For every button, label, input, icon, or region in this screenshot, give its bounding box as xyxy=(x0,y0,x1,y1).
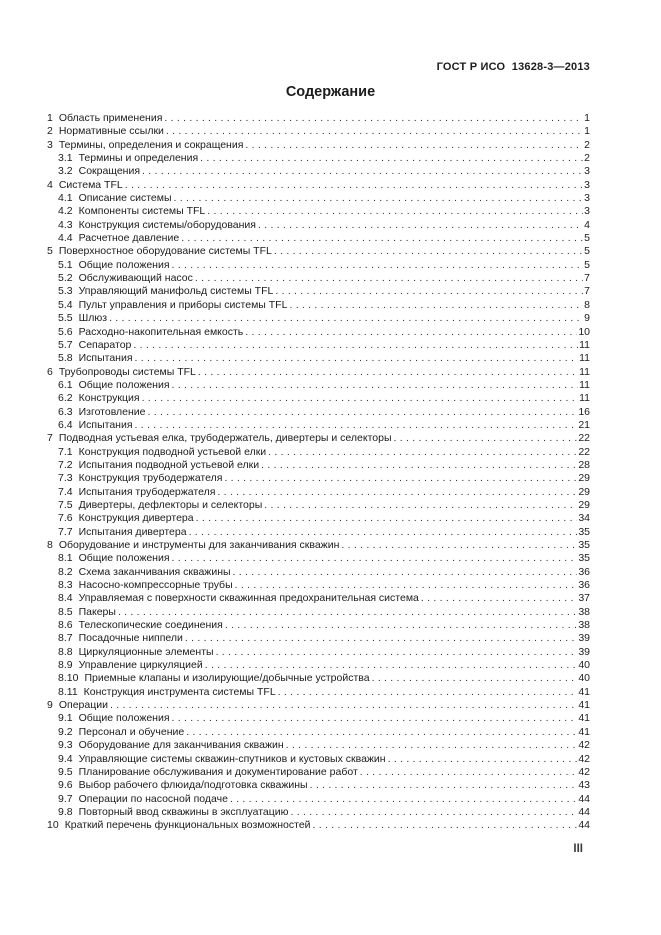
toc-entry-label: Пакеры xyxy=(78,605,116,618)
toc-entry-label: Общие положения xyxy=(78,552,170,565)
toc-entry-number: 5.5 xyxy=(58,312,73,325)
toc-entry-number: 7.7 xyxy=(58,525,73,538)
toc-entry-label: Общие положения xyxy=(78,258,170,271)
toc-entry xyxy=(47,192,590,205)
toc-entry-page: 22 xyxy=(578,432,590,445)
toc-entry-page: 36 xyxy=(578,579,590,592)
toc-entry xyxy=(47,339,590,352)
toc-dot-leader xyxy=(290,806,577,819)
toc-entry-page: 3 xyxy=(584,165,590,178)
toc-entry xyxy=(47,512,590,525)
toc-dot-leader xyxy=(245,326,577,339)
toc-dot-leader xyxy=(310,779,578,792)
toc-entry-page: 35 xyxy=(578,539,590,551)
toc-entry-page: 38 xyxy=(578,605,590,618)
toc-entry-label: Операции по насосной подаче xyxy=(78,792,228,805)
toc-entry-page: 11 xyxy=(579,378,590,391)
toc-entry-label: Управляющие системы скважин-спутников и кустовых скважин xyxy=(78,752,386,765)
toc-entry xyxy=(47,779,590,792)
toc-entry-page: 11 xyxy=(579,352,590,365)
toc-entry-page: 44 xyxy=(578,819,590,832)
toc-dot-leader xyxy=(394,432,578,445)
toc-dot-leader xyxy=(142,165,583,178)
toc-entry-label: Циркуляционные элементы xyxy=(78,645,214,658)
toc-entry-number: 5.2 xyxy=(58,272,73,285)
toc-entry-label: Конструкция дивертера xyxy=(78,512,194,525)
toc-entry-label: Расходно-накопительная емкость xyxy=(78,325,244,338)
toc-entry-label: Изготовление xyxy=(78,405,146,418)
toc-entry-label: Общие положения xyxy=(78,378,170,391)
toc-entry-number: 5.7 xyxy=(58,338,73,351)
toc-entry xyxy=(47,205,590,218)
toc-dot-leader xyxy=(224,472,577,485)
toc-entry-number: 9.3 xyxy=(58,739,73,752)
toc-entry xyxy=(47,446,590,459)
toc-entry xyxy=(47,566,590,579)
toc-entry xyxy=(47,152,590,165)
toc-entry-label: Поверхностное оборудование системы TFL xyxy=(58,245,272,258)
toc-entry-page: 2 xyxy=(584,138,590,151)
toc-entry-page: 35 xyxy=(578,525,590,538)
toc-entry-label: Конструкция трубодержателя xyxy=(78,472,223,485)
toc-entry-label: Приемные клапаны и изолирующие/добычные устройства xyxy=(84,672,370,685)
toc-entry-page: 9 xyxy=(584,312,590,325)
toc-entry-number: 8.3 xyxy=(58,579,73,592)
toc-dot-leader xyxy=(268,446,577,459)
toc-dot-leader xyxy=(172,712,578,725)
toc-entry-page: 39 xyxy=(578,645,590,658)
toc-dot-leader xyxy=(360,766,578,779)
toc-dot-leader xyxy=(275,285,583,298)
toc-dot-leader xyxy=(421,592,577,605)
toc-entry-page: 29 xyxy=(578,498,590,511)
toc-entry-number: 10 xyxy=(47,819,59,832)
toc-dot-leader xyxy=(278,686,578,699)
toc-entry-label: Испытания подводной устьевой елки xyxy=(78,458,260,471)
toc-entry-page: 5 xyxy=(584,258,590,271)
toc-entry-label: Конструкция xyxy=(78,392,140,405)
toc-entry-label: Область применения xyxy=(58,112,163,124)
toc-dot-leader xyxy=(109,312,583,325)
toc-entry-page: 43 xyxy=(578,779,590,792)
toc-entry xyxy=(47,272,590,285)
toc-dot-leader xyxy=(207,205,583,218)
toc-entry-page: 7 xyxy=(584,285,590,298)
toc-entry-page: 16 xyxy=(578,405,590,418)
toc-dot-leader xyxy=(142,392,579,405)
toc-entry-label: Термины и определения xyxy=(78,152,199,165)
toc-entry-number: 8 xyxy=(47,539,53,551)
toc-entry-number: 8.4 xyxy=(58,592,73,605)
toc-entry-label: Телескопические соединения xyxy=(78,619,223,632)
toc-entry xyxy=(47,352,590,365)
toc-entry xyxy=(47,499,590,512)
toc-entry-label: Планирование обслуживания и документирование работ xyxy=(78,765,358,778)
toc-entry xyxy=(47,112,590,125)
toc-entry-page: 42 xyxy=(578,765,590,778)
toc-entry-label: Управляемая с поверхности скважинная предохранительная система xyxy=(78,592,419,605)
toc-dot-leader xyxy=(189,526,578,539)
toc-entry xyxy=(47,259,590,272)
toc-dot-leader xyxy=(261,459,577,472)
toc-entry-page: 21 xyxy=(578,418,590,431)
toc-entry-label: Обслуживающий насос xyxy=(78,272,193,285)
toc-entry xyxy=(47,392,590,405)
toc-entry-number: 5.4 xyxy=(58,298,73,311)
toc-entry-label: Конструкция системы/оборудования xyxy=(78,218,256,231)
toc-entry-label: Конструкция инструмента системы TFL xyxy=(83,685,276,698)
toc-entry-number: 9.2 xyxy=(58,725,73,738)
toc-entry-page: 40 xyxy=(578,659,590,672)
toc-entry xyxy=(47,619,590,632)
toc-entry-label: Выбор рабочего флюида/подготовка скважины xyxy=(78,779,308,792)
toc-entry-number: 7.4 xyxy=(58,485,73,498)
toc-entry-number: 7.1 xyxy=(58,445,73,458)
toc-entry-number: 9.1 xyxy=(58,712,73,725)
toc-entry-number: 5 xyxy=(47,245,53,258)
toc-entry-number: 5.8 xyxy=(58,352,73,365)
toc-entry-number: 1 xyxy=(47,112,53,124)
toc-entry-page: 44 xyxy=(578,792,590,805)
toc-entry-number: 6.1 xyxy=(58,378,73,391)
toc-entry xyxy=(47,232,590,245)
toc-dot-leader xyxy=(172,259,584,272)
toc-entry xyxy=(47,592,590,605)
toc-entry xyxy=(47,806,590,819)
toc-entry-page: 41 xyxy=(578,712,590,725)
toc-entry-number: 8.2 xyxy=(58,565,73,578)
toc-entry-page: 34 xyxy=(578,512,590,525)
toc-entry-label: Испытания xyxy=(78,418,133,431)
toc-entry-label: Персонал и обучение xyxy=(78,725,185,738)
toc-entry-page: 28 xyxy=(578,458,590,471)
page-title: Содержание xyxy=(285,84,376,100)
toc-entry-page: 11 xyxy=(579,365,590,378)
toc-entry xyxy=(47,299,590,312)
toc-entry-label: Операции xyxy=(58,699,108,712)
toc-entry-page: 29 xyxy=(578,485,590,498)
toc-entry-number: 6 xyxy=(47,365,53,378)
toc-dot-leader xyxy=(274,245,583,258)
toc-entry-number: 4.4 xyxy=(58,232,73,245)
toc-entry-page: 42 xyxy=(578,752,590,765)
toc-entry-number: 3 xyxy=(47,138,53,151)
toc-entry xyxy=(47,739,590,752)
toc-entry xyxy=(47,659,590,672)
toc-entry-page: 7 xyxy=(584,272,590,285)
toc-entry-label: Нормативные ссылки xyxy=(58,125,164,138)
toc-dot-leader xyxy=(125,179,583,192)
toc-entry-label: Система TFL xyxy=(58,178,123,191)
toc-entry xyxy=(47,552,590,565)
toc-entry-number: 7.6 xyxy=(58,512,73,525)
toc-dot-leader xyxy=(196,512,578,525)
toc-dot-leader xyxy=(166,125,583,138)
toc-entry xyxy=(47,245,590,258)
toc-dot-leader xyxy=(185,632,577,645)
toc-entry-label: Оборудование для заканчивания скважин xyxy=(78,739,284,752)
toc-entry-number: 9.8 xyxy=(58,805,73,818)
toc-entry xyxy=(47,125,590,138)
toc-entry xyxy=(47,165,590,178)
toc-dot-leader xyxy=(372,672,578,685)
toc-entry xyxy=(47,712,590,725)
toc-entry-number: 9.4 xyxy=(58,752,73,765)
toc-entry-page: 3 xyxy=(584,178,590,191)
toc-entry xyxy=(47,646,590,659)
toc-entry-number: 9 xyxy=(47,699,53,712)
toc-entry-number: 6.4 xyxy=(58,418,73,431)
toc-entry xyxy=(47,726,590,739)
toc-entry-page: 2 xyxy=(584,152,590,165)
toc-entry xyxy=(47,526,590,539)
folio-page-number: III xyxy=(573,843,583,855)
toc-entry xyxy=(47,326,590,339)
toc-entry xyxy=(47,379,590,392)
toc-entry-label: Термины, определения и сокращения xyxy=(58,138,244,151)
toc-entry-number: 5.6 xyxy=(58,325,73,338)
toc-entry-label: Насосно-компрессорные трубы xyxy=(78,579,233,592)
toc-dot-leader xyxy=(216,646,578,659)
toc-entry-number: 8.7 xyxy=(58,632,73,645)
toc-entry-label: Испытания xyxy=(78,352,133,365)
toc-entry-page: 5 xyxy=(584,245,590,258)
toc-entry-number: 4 xyxy=(47,178,53,191)
toc-entry-number: 4.1 xyxy=(58,192,73,205)
toc-entry xyxy=(47,539,590,552)
toc-entry xyxy=(47,312,590,325)
toc-entry-number: 2 xyxy=(47,125,53,138)
toc-entry-label: Дивертеры, дефлекторы и селекторы xyxy=(78,498,263,511)
toc-entry xyxy=(47,699,590,712)
toc-dot-leader xyxy=(174,192,584,205)
toc-entry-page: 41 xyxy=(578,685,590,698)
toc-entry xyxy=(47,766,590,779)
toc-dot-leader xyxy=(172,379,579,392)
toc-entry xyxy=(47,606,590,619)
toc-entry xyxy=(47,472,590,485)
toc-entry-number: 9.5 xyxy=(58,765,73,778)
toc-entry-label: Оборудование и инструменты для заканчивания скважин xyxy=(58,539,340,551)
toc-dot-leader xyxy=(164,112,583,125)
toc-entry-label: Испытания дивертера xyxy=(78,525,187,538)
toc-entry xyxy=(47,486,590,499)
toc-dot-leader xyxy=(233,566,578,579)
toc-entry xyxy=(47,686,590,699)
toc-dot-leader xyxy=(286,739,578,752)
toc-entry-label: Краткий перечень функциональных возможностей xyxy=(64,819,311,832)
toc-entry-label: Посадочные ниппели xyxy=(78,632,183,645)
toc-entry xyxy=(47,432,590,445)
toc-entry-label: Управление циркуляцией xyxy=(78,659,203,672)
toc-entry-page: 38 xyxy=(578,619,590,632)
toc-entry-number: 8.10 xyxy=(58,672,79,685)
toc-entry-label: Управляющий манифольд системы TFL xyxy=(78,285,274,298)
toc-entry-page: 36 xyxy=(578,565,590,578)
toc-dot-leader xyxy=(186,726,577,739)
toc-dot-leader xyxy=(135,419,578,432)
toc-entry xyxy=(47,139,590,152)
toc-entry-number: 6.2 xyxy=(58,392,73,405)
toc-entry-page: 22 xyxy=(578,445,590,458)
toc-entry-label: Сокращения xyxy=(78,165,141,178)
toc-dot-leader xyxy=(195,272,583,285)
toc-entry-number: 8.6 xyxy=(58,619,73,632)
toc-dot-leader xyxy=(225,619,577,632)
toc-entry-number: 7 xyxy=(47,432,53,445)
toc-entry xyxy=(47,753,590,766)
toc-entry-page: 4 xyxy=(584,218,590,231)
toc-dot-leader xyxy=(258,219,583,232)
toc-dot-leader xyxy=(200,152,583,165)
toc-entry xyxy=(47,793,590,806)
toc-entry-number: 4.2 xyxy=(58,205,73,218)
toc-entry-number: 7.3 xyxy=(58,472,73,485)
toc-entry-number: 8.8 xyxy=(58,645,73,658)
toc-dot-leader xyxy=(289,299,583,312)
toc-dot-leader xyxy=(245,139,583,152)
toc-entry-number: 3.1 xyxy=(58,152,73,165)
toc-entry xyxy=(47,285,590,298)
toc-entry xyxy=(47,579,590,592)
document-designation: ГОСТ Р ИСО 13628-3—2013 xyxy=(436,61,590,73)
toc-entry-label: Повторный ввод скважины в эксплуатацию xyxy=(78,805,289,818)
toc-entry-page: 44 xyxy=(578,805,590,818)
toc-entry-number: 7.2 xyxy=(58,458,73,471)
toc-entry-label: Подводная устьевая елка, трубодержатель, дивертеры и селекторы xyxy=(58,432,392,445)
toc-entry-page: 41 xyxy=(578,725,590,738)
toc-dot-leader xyxy=(110,699,577,712)
toc-entry xyxy=(47,459,590,472)
toc-entry-label: Испытания трубодержателя xyxy=(78,485,216,498)
toc-entry-page: 40 xyxy=(578,672,590,685)
toc-entry-number: 5.1 xyxy=(58,258,73,271)
toc-entry-page: 11 xyxy=(579,338,590,351)
toc-entry-label: Описание системы xyxy=(78,192,172,205)
toc-entry xyxy=(47,419,590,432)
toc-entry-number: 8.11 xyxy=(58,685,78,698)
toc-dot-leader xyxy=(205,659,578,672)
toc-entry-label: Расчетное давление xyxy=(78,232,180,245)
toc-entry-number: 6.3 xyxy=(58,405,73,418)
toc-entry-label: Пульт управления и приборы системы TFL xyxy=(78,298,288,311)
toc-entry-number: 4.3 xyxy=(58,218,73,231)
toc-entry-number: 5.3 xyxy=(58,285,73,298)
toc-entry-page: 11 xyxy=(579,392,590,405)
toc-entry xyxy=(47,179,590,192)
toc-entry-page: 1 xyxy=(584,125,590,138)
toc-dot-leader xyxy=(135,352,579,365)
toc-entry-label: Трубопроводы системы TFL xyxy=(58,365,196,378)
toc-entry-label: Схема заканчивания скважины xyxy=(78,565,231,578)
toc-entry-number: 9.7 xyxy=(58,792,73,805)
toc-entry xyxy=(47,672,590,685)
toc-dot-leader xyxy=(230,793,577,806)
toc-entry-number: 7.5 xyxy=(58,498,73,511)
toc-entry-page: 5 xyxy=(584,232,590,245)
toc-entry-label: Конструкция подводной устьевой елки xyxy=(78,445,267,458)
toc-entry-number: 8.1 xyxy=(58,552,73,565)
toc-dot-leader xyxy=(217,486,577,499)
toc-entry-number: 3.2 xyxy=(58,165,73,178)
toc-entry-page: 37 xyxy=(578,592,590,605)
toc-entry-number: 8.5 xyxy=(58,605,73,618)
toc-entry xyxy=(47,219,590,232)
toc-entry-label: Шлюз xyxy=(78,312,108,325)
toc-dot-leader xyxy=(264,499,577,512)
toc-entry xyxy=(47,819,590,832)
toc-dot-leader xyxy=(172,552,578,565)
toc-entry-page: 3 xyxy=(584,205,590,218)
toc-dot-leader xyxy=(118,606,577,619)
toc-dot-leader xyxy=(181,232,583,245)
toc-entry-number: 8.9 xyxy=(58,659,73,672)
toc-dot-leader xyxy=(313,819,578,832)
toc-entry-label: Общие положения xyxy=(78,712,170,725)
toc-entry xyxy=(47,406,590,419)
toc-dot-leader xyxy=(388,753,578,766)
toc-dot-leader xyxy=(198,366,578,379)
toc-entry xyxy=(47,366,590,379)
toc-entry-page: 41 xyxy=(578,699,590,712)
toc-entry-page: 8 xyxy=(584,298,590,311)
toc-entry-page: 39 xyxy=(578,632,590,645)
toc-dot-leader xyxy=(133,339,578,352)
toc-entry-page: 42 xyxy=(578,739,590,752)
toc-dot-leader xyxy=(235,579,578,592)
toc-entry-label: Компоненты системы TFL xyxy=(78,205,206,218)
toc-entry-label: Сепаратор xyxy=(78,338,132,351)
toc-entry-page: 10 xyxy=(578,325,590,338)
toc-dot-leader xyxy=(341,539,577,552)
toc-entry-page: 3 xyxy=(584,192,590,205)
toc-entry xyxy=(47,632,590,645)
toc-dot-leader xyxy=(148,406,578,419)
toc-list xyxy=(47,112,590,833)
toc-entry-page: 29 xyxy=(578,472,590,485)
toc-entry-page: 1 xyxy=(584,112,590,124)
toc-entry-number: 9.6 xyxy=(58,779,73,792)
toc-entry-page: 35 xyxy=(578,552,590,565)
